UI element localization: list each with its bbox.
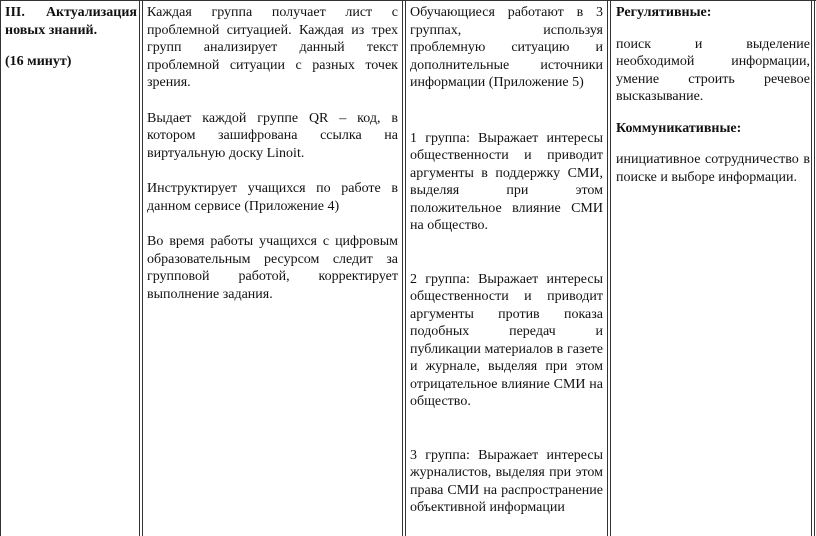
column-border-right xyxy=(811,0,815,536)
stage-cell xyxy=(5,4,137,71)
student-activity-cell xyxy=(410,4,603,517)
students-group-1: 1 группа: Выражает интересы общественности и приводит аргументы в поддержку СМИ, выделяя при этом положительное влияние СМИ на общество. xyxy=(410,130,603,233)
teacher-paragraph-2: Выдает каждой группе QR – код, в котором зашифрована ссылка на виртуальную доску Linoit. xyxy=(147,110,398,161)
teacher-paragraph-3: Инструктирует учащихся по работе в данном сервисе (Приложение 4) xyxy=(147,181,398,214)
students-group-2: 2 группа: Выражает интересы общественности и приводит аргументы против показа подобных передач и публикации материалов в газете и журнале, выделяя при этом отрицательное влияние СМИ на общество. xyxy=(410,271,603,409)
column-border-left xyxy=(0,0,1,536)
communicative-title: Коммуникативные: xyxy=(616,120,742,136)
teacher-paragraph-4: Во время работы учащихся с цифровым образовательным ресурсом следит за групповой работой, корректирует выполнение задания. xyxy=(147,234,398,302)
students-group-3: 3 группа: Выражает интересы журналистов, выделяя при этом права СМИ на распространение объективной информации xyxy=(410,447,603,515)
regulatory-text: поиск и выделение необходимой информации, умение строить речевое высказывание. xyxy=(616,36,810,104)
communicative-text: инициативное сотрудничество в поиске и выборе информации. xyxy=(616,152,810,185)
column-divider-2 xyxy=(402,0,406,536)
column-divider-3 xyxy=(607,0,611,536)
students-intro: Обучающиеся работают в 3 группах, используя проблемную ситуацию и дополнительные источники информации (Приложение 5) xyxy=(410,5,603,90)
stage-title: III. Актуализация новых знаний. xyxy=(5,5,137,38)
stage-duration: (16 минут) xyxy=(5,54,72,69)
regulatory-title: Регулятивные: xyxy=(616,5,712,20)
teacher-paragraph-1: Каждая группа получает лист с проблемной ситуацией. Каждая из трех групп анализирует данный текст проблемной ситуации с разных точек зрения. xyxy=(147,5,398,90)
teacher-activity-cell xyxy=(147,4,398,303)
column-divider-1 xyxy=(139,0,143,536)
skills-cell xyxy=(616,4,810,186)
top-border xyxy=(0,0,816,1)
